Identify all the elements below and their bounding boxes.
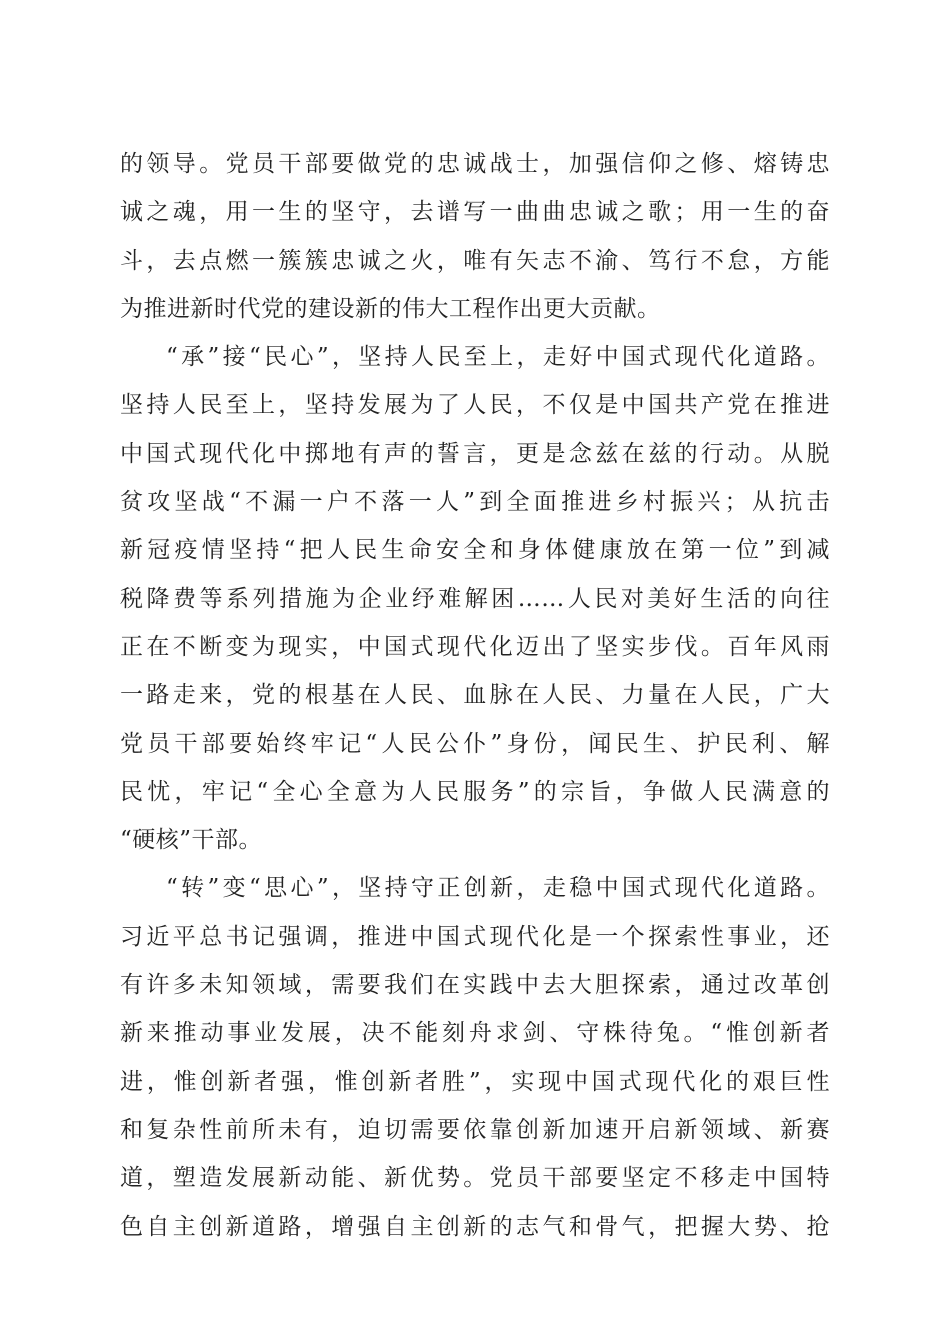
text-line: 的领导。党员干部要做党的忠诚战士，加强信仰之修、熔铸忠	[120, 151, 830, 177]
text-line: 中国式现代化中掷地有声的誓言，更是念兹在兹的行动。从脱	[120, 440, 830, 467]
text-line: 民忧，牢记“全心全意为人民服务”的宗旨，争做人民满意的	[120, 778, 830, 805]
text-line: 习近平总书记强调，推进中国式现代化是一个探索性事业，还	[120, 923, 830, 950]
text-line: 诚之魂，用一生的坚守，去谱写一曲曲忠诚之歌；用一生的奋	[120, 199, 830, 226]
text-line: 贫攻坚战“不漏一户不落一人”到全面推进乡村振兴；从抗击	[120, 489, 830, 516]
text-line: 新来推动事业发展，决不能刻舟求剑、守株待兔。“惟创新者	[120, 1020, 830, 1047]
text-line: 进，惟创新者强，惟创新者胜”，实现中国式现代化的艰巨性	[120, 1068, 830, 1095]
text-line: 新冠疫情坚持“把人民生命安全和身体健康放在第一位”到减	[120, 537, 830, 564]
paragraph-heading-line: “承”接“民心”，坚持人民至上，走好中国式现代化道路。	[166, 344, 830, 371]
text-line: 斗，去点燃一簇簇忠诚之火，唯有矢志不渝、笃行不怠，方能	[120, 247, 830, 274]
text-line: “硬核”干部。	[120, 827, 263, 854]
text-line: 党员干部要始终牢记“人民公仆”身份，闻民生、护民利、解	[120, 730, 830, 757]
text-line: 为推进新时代党的建设新的伟大工程作出更大贡献。	[120, 295, 661, 322]
paragraph-heading-line: “转”变“思心”，坚持守正创新，走稳中国式现代化道路。	[166, 875, 830, 902]
text-line: 色自主创新道路，增强自主创新的志气和骨气，把握大势、抢	[120, 1213, 830, 1240]
text-line: 和复杂性前所未有，迫切需要依靠创新加速开启新领域、新赛	[120, 1116, 830, 1143]
text-line: 有许多未知领域，需要我们在实践中去大胆探索，通过改革创	[120, 972, 830, 999]
text-line: 一路走来，党的根基在人民、血脉在人民、力量在人民，广大	[120, 682, 830, 709]
text-line: 坚持人民至上，坚持发展为了人民，不仅是中国共产党在推进	[120, 392, 830, 419]
text-line: 税降费等系列措施为企业纾难解困……人民对美好生活的向往	[120, 585, 830, 612]
body-text	[120, 140, 830, 1251]
text-line: 正在不断变为现实，中国式现代化迈出了坚实步伐。百年风雨	[120, 633, 830, 660]
text-line: 道，塑造发展新动能、新优势。党员干部要坚定不移走中国特	[120, 1165, 830, 1192]
